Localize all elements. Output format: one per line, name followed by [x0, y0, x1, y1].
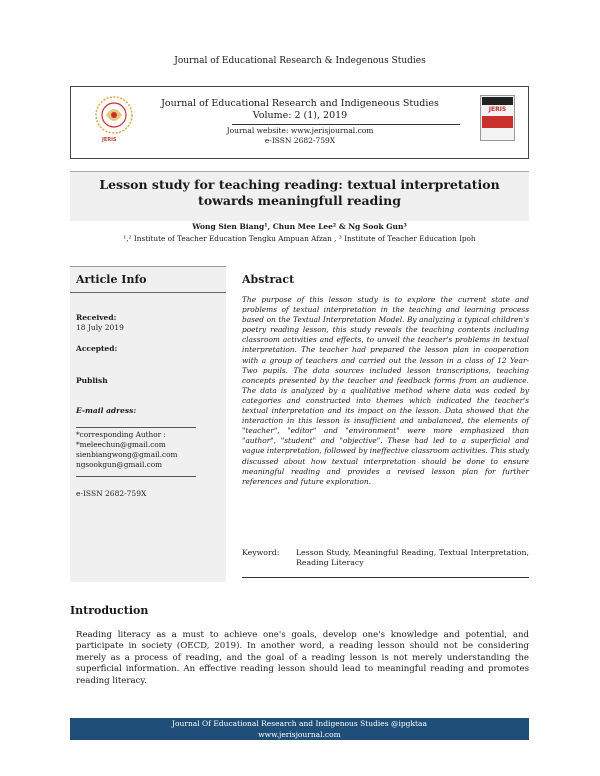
header-issn: e-ISSN 2682-759X: [264, 136, 336, 145]
journal-header-box: [70, 86, 529, 159]
paper-authors: Wong Sien Biang¹, Chun Mee Lee² & Ng Sook Gun³: [192, 222, 407, 231]
header-volume: Volume: 2 (1), 2019: [252, 110, 348, 121]
sidebar-issn: e-ISSN 2682-759X: [76, 489, 147, 498]
introduction-body: Reading literacy as a must to achieve one's goals, develop one's knowledge and potential, and participate in society (OECD, 2019). In another word, a reading lesson should not be considering merely as a process of reading, and the goal of a reading lesson is not merely understanding the superficial information. An effective reading lesson should lead to meaningful reading and promotes reading literacy.: [76, 630, 529, 686]
article-info-divider: [70, 292, 226, 293]
abstract-heading: Abstract: [242, 273, 295, 286]
email-address[interactable]: sienbiangwong@gmail.com: [76, 450, 178, 459]
header-divider: [232, 124, 460, 125]
article-info-heading: Article Info: [76, 273, 147, 286]
accepted-label: Accepted:: [76, 344, 118, 353]
keyword-list: Lesson Study, Meaningful Reading, Textual Interpretation, Reading Literacy: [296, 548, 529, 567]
introduction-heading: Introduction: [70, 604, 149, 617]
email-address[interactable]: *meleechun@gmail.com: [76, 440, 166, 449]
email-address[interactable]: ngsookgun@gmail.com: [76, 460, 163, 469]
abstract-body: The purpose of this lesson study is to explore the current state and problems of textual interpretation in the teaching and learning process based on the Textual Interpretation Model. By analyzing a typical children's poetry reading lesson, this study reveals the teaching contents including classroom activities and effects, to unveil the teacher's problems in textual interpretation. The teacher had prepared the lesson plan in cooperation with a group of teachers and carried out the lesson in a class of 12 Year-Two pupils. The data sources included lesson transcriptions, teaching concepts presented by the teacher and feedback forms from an audience. The data is analyzed by a qualitative method where data was coded by categories and constructed into themes which indicated the teacher's textual interpretation and its impact on the lesson. Data showed that the interaction in this lesson is insufficient and unbalanced, the elements of "teacher", "editor" and "environment" were more emphasized than "author", "student" and "objective". These had led to a superficial and vague interpretation, followed by ineffective classroom activities. This study discussed about how textual interpretation should be done to ensure meaningful reading and provides a revised lesson plan for further references and future exploration.: [242, 295, 529, 486]
header-journal-name: Journal of Educational Research and Indigeneous Studies: [161, 98, 439, 109]
cover-top-band: [482, 97, 513, 105]
received-label: Received:: [76, 313, 117, 322]
paper-title-line-2: towards meaningfull reading: [198, 193, 401, 208]
email-list: [76, 430, 177, 470]
logo-text: JERIS: [102, 137, 117, 143]
footer-journal: Journal Of Educational Research and Indigenous Studies @ipgktaa: [172, 719, 427, 728]
abstract-end-rule: [242, 577, 529, 578]
running-head: Journal of Educational Research & Indegenous Studies: [174, 56, 426, 66]
journal-logo: [91, 93, 137, 139]
corresponding-author-note: *corresponding Author :: [76, 430, 166, 439]
paper-title-line-1: Lesson study for teaching reading: textual interpretation: [99, 177, 500, 192]
publish-label: Publish: [76, 376, 108, 385]
email-divider-bottom: [76, 476, 196, 477]
footer-website[interactable]: www.jerisjournal.com: [258, 730, 341, 739]
header-website[interactable]: Journal website: www.jerisjournal.com: [226, 126, 374, 135]
keyword-label: Keyword:: [242, 548, 280, 557]
received-date: 18 July 2019: [76, 323, 124, 332]
cover-red-band: [482, 116, 513, 128]
paper-affiliations: ¹,² Institute of Teacher Education Tengku Ampuan Afzan , ³ Institute of Teacher Education Ipoh: [123, 234, 476, 243]
email-label: E-mail adress:: [76, 406, 137, 415]
cover-title: JERIS: [488, 106, 507, 113]
email-divider: [76, 427, 196, 428]
